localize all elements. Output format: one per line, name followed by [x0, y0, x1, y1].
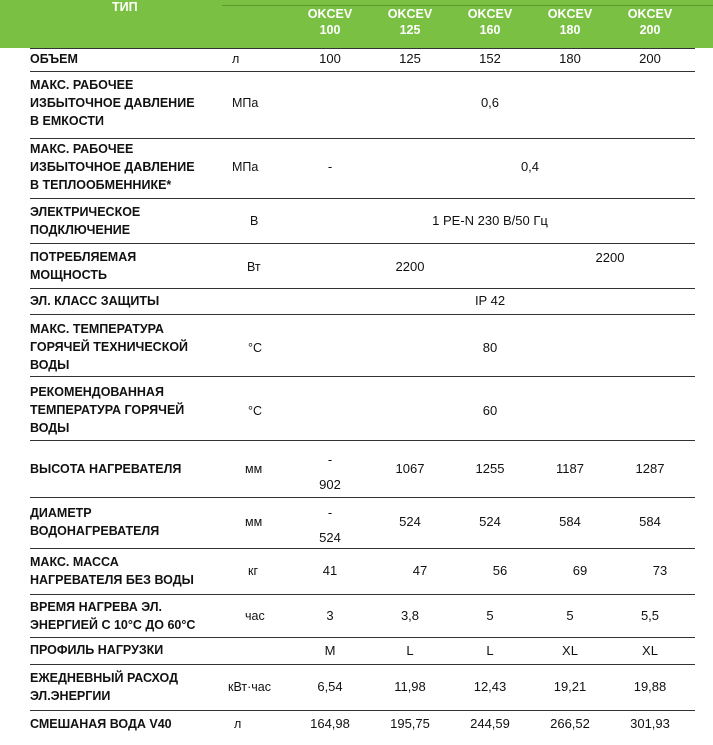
- cell-mixed-water: 266,52: [550, 716, 590, 731]
- cell-power-b: 2200: [595, 250, 625, 265]
- cell-diameter: 524: [399, 514, 421, 529]
- cell-heat-time: 3,8: [400, 608, 420, 623]
- cell-max-pressure-tank: 0,6: [480, 95, 500, 110]
- cell-power-a: 2200: [395, 259, 425, 274]
- cell-load-profile: L: [486, 643, 494, 658]
- unit-max-temp: °C: [248, 341, 263, 355]
- row-divider: [30, 314, 695, 315]
- cell-load-profile: XL: [642, 643, 658, 658]
- cell-heat-time: 5,5: [640, 608, 660, 623]
- cell-mixed-water: 244,59: [470, 716, 510, 731]
- cell-max-pressure-hx: 0,4: [520, 159, 540, 174]
- model-header: OKCEV 125: [387, 7, 433, 37]
- cell-daily-energy: 19,21: [553, 679, 587, 694]
- cell-diameter: 584: [559, 514, 581, 529]
- cell-mass: 73: [652, 563, 668, 578]
- cell-height: 1187: [556, 461, 584, 476]
- unit-mass: кг: [248, 564, 259, 578]
- unit-rec-temp: °C: [248, 404, 263, 418]
- cell-height: 1067: [395, 461, 425, 476]
- unit-diameter: мм: [245, 515, 263, 529]
- row-label-power: ПОТРЕБЛЯЕМАЯ МОЩНОСТЬ: [30, 250, 137, 282]
- row-label-max-temp: МАКС. ТЕМПЕРАТУРА ГОРЯЧЕЙ ТЕХНИЧЕСКОЙ ВОДЫ: [30, 322, 189, 372]
- unit-max-pressure-hx: МПа: [232, 160, 259, 174]
- unit-power: Вт: [247, 260, 261, 274]
- row-label-protection: ЭЛ. КЛАСС ЗАЩИТЫ: [30, 294, 160, 308]
- unit-max-pressure-tank: МПа: [232, 96, 259, 110]
- row-label-electric: ЭЛЕКТРИЧЕСКОЕ ПОДКЛЮЧЕНИЕ: [30, 205, 141, 237]
- cell-volume: 100: [319, 51, 341, 66]
- cell-volume: 125: [399, 51, 421, 66]
- model-header: OKCEV 200: [627, 7, 673, 37]
- cell-heat-time: 5: [486, 608, 494, 623]
- row-divider: [30, 440, 695, 441]
- row-divider: [30, 664, 695, 665]
- type-header: ТИП: [112, 0, 138, 14]
- row-divider: [30, 376, 695, 377]
- model-header: OKCEV 180: [547, 7, 593, 37]
- row-divider: [30, 497, 695, 498]
- row-label-mixed-water: СМЕШАНАЯ ВОДА V40: [30, 717, 172, 731]
- row-divider: [30, 198, 695, 199]
- row-label-daily-energy: ЕЖЕДНЕВНЫЙ РАСХОД ЭЛ.ЭНЕРГИИ: [30, 671, 178, 703]
- cell-heat-time: 3: [326, 608, 334, 623]
- cell-load-profile: XL: [562, 643, 578, 658]
- row-divider: [30, 48, 695, 49]
- row-divider: [30, 243, 695, 244]
- unit-electric: В: [250, 214, 259, 228]
- cell-load-profile: M: [324, 643, 336, 658]
- cell-diameter: 584: [639, 514, 661, 529]
- row-divider: [30, 710, 695, 711]
- cell-mass: 47: [412, 563, 428, 578]
- unit-volume: л: [232, 52, 240, 66]
- cell-daily-energy: 11,98: [394, 679, 426, 694]
- cell-heat-time: 5: [566, 608, 574, 623]
- row-label-rec-temp: РЕКОМЕНДОВАННАЯ ТЕМПЕРАТУРА ГОРЯЧЕЙ ВОДЫ: [30, 385, 185, 435]
- cell-volume: 152: [479, 51, 501, 66]
- cell-mass: 69: [572, 563, 588, 578]
- row-label-diameter: ДИАМЕТР ВОДОНАГРЕВАТЕЛЯ: [30, 506, 160, 538]
- unit-heat-time: час: [245, 609, 265, 623]
- row-divider: [30, 138, 695, 139]
- model-header: OKCEV 160: [467, 7, 513, 37]
- cell-daily-energy: 19,88: [633, 679, 667, 694]
- unit-daily-energy: кВт·час: [228, 680, 271, 694]
- row-label-max-pressure-hx: МАКС. РАБОЧЕЕ ИЗБЫТОЧНОЕ ДАВЛЕНИЕ В ТЕПЛООБМЕННИКЕ*: [30, 142, 195, 192]
- cell-mixed-water: 195,75: [390, 716, 430, 731]
- cell-max-pressure-hx-dash: -: [327, 159, 333, 174]
- cell-daily-energy: 6,54: [317, 679, 343, 694]
- cell-rec-temp: 60: [482, 403, 498, 418]
- row-label-max-pressure-tank: МАКС. РАБОЧЕЕ ИЗБЫТОЧНОЕ ДАВЛЕНИЕ В ЕМКОСТИ: [30, 78, 195, 128]
- cell-volume: 180: [559, 51, 581, 66]
- cell-mixed-water: 301,93: [630, 716, 670, 731]
- unit-height: мм: [245, 462, 263, 476]
- cell-daily-energy: 12,43: [473, 679, 507, 694]
- row-label-load-profile: ПРОФИЛЬ НАГРУЗКИ: [30, 643, 164, 657]
- cell-mass: 56: [492, 563, 508, 578]
- cell-max-temp: 80: [482, 340, 498, 355]
- cell-diameter: - 524: [319, 505, 341, 545]
- row-divider: [30, 548, 695, 549]
- row-divider: [30, 71, 695, 72]
- cell-diameter: 524: [479, 514, 501, 529]
- row-label-volume: ОБЪЕМ: [30, 52, 78, 66]
- unit-mixed-water: л: [234, 717, 242, 731]
- cell-height: 1255: [475, 461, 505, 476]
- cell-mass: 41: [322, 563, 338, 578]
- cell-load-profile: L: [406, 643, 414, 658]
- row-label-height: ВЫСОТА НАГРЕВАТЕЛЯ: [30, 462, 182, 476]
- model-header: OKCEV 100: [307, 7, 353, 37]
- row-label-heat-time: ВРЕМЯ НАГРЕВА ЭЛ. ЭНЕРГИЕЙ С 10°С ДО 60°С: [30, 600, 196, 632]
- cell-protection: IP 42: [474, 293, 506, 308]
- cell-volume: 200: [639, 51, 661, 66]
- row-label-mass: МАКС. МАССА НАГРЕВАТЕЛЯ БЕЗ ВОДЫ: [30, 555, 194, 587]
- table-header: [0, 0, 713, 48]
- row-divider: [30, 637, 695, 638]
- row-divider: [30, 288, 695, 289]
- cell-height: - 902: [319, 452, 341, 492]
- cell-electric: 1 PE-N 230 В/50 Гц: [432, 213, 548, 228]
- cell-height: 1287: [635, 461, 665, 476]
- cell-mixed-water: 164,98: [310, 716, 350, 731]
- row-divider: [30, 594, 695, 595]
